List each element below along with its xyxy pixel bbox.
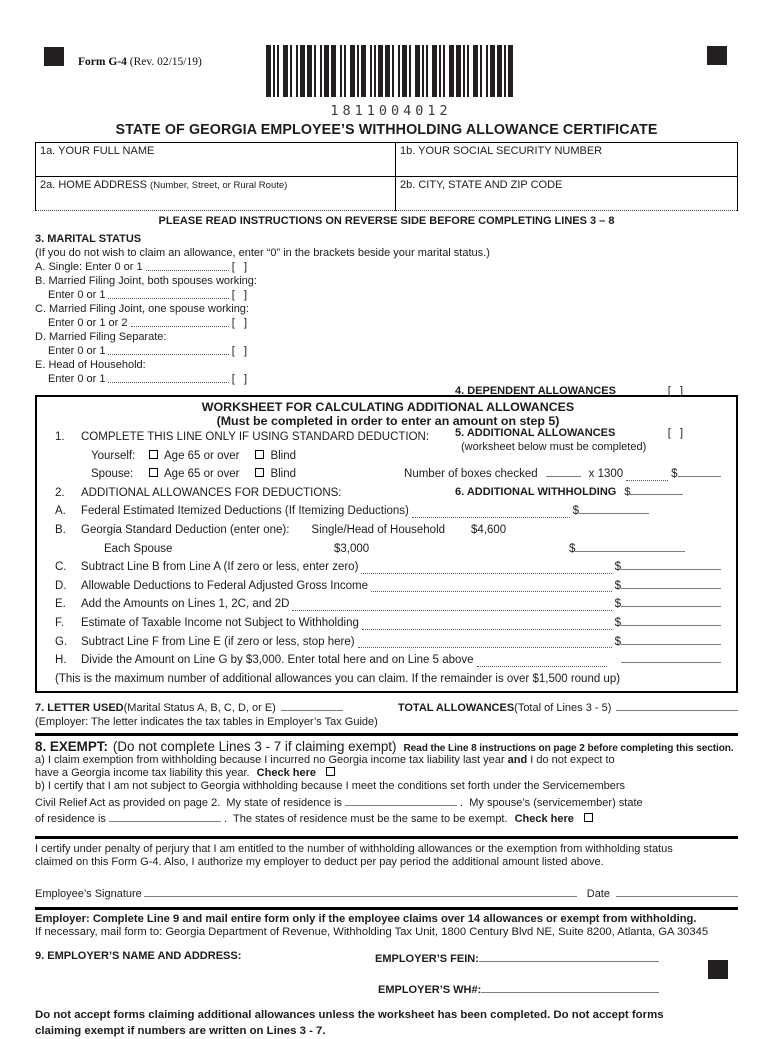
worksheet-row-f xyxy=(55,614,721,633)
worksheet-row-a xyxy=(55,502,721,521)
dollar-sign: $ xyxy=(615,558,621,577)
leader-dots xyxy=(371,591,612,592)
exempt-a-line-2 xyxy=(35,767,738,780)
total-allowances-label: TOTAL ALLOWANCES xyxy=(398,701,514,715)
exempt-b1-text: b) I certify that I am not subject to Georgia withholding because I meet the conditions set forth under the Servicemembers xyxy=(35,780,625,793)
form-id-number: Form G-4 xyxy=(78,56,127,68)
state-of-residence-field[interactable] xyxy=(345,794,457,806)
row-e-letter: E. xyxy=(55,595,81,614)
city-state-zip-cell[interactable] xyxy=(396,177,738,211)
spouse-state-of-residence-field[interactable] xyxy=(109,810,221,822)
yourself-blind-label: Blind xyxy=(270,447,296,466)
signature-row xyxy=(35,885,738,901)
marital-option-d-entry xyxy=(35,344,247,358)
row-g-letter: G. xyxy=(55,633,81,652)
exempt-b-line-1 xyxy=(35,780,738,793)
marital-option-c-bracket[interactable]: [ ] xyxy=(232,316,247,330)
form-id-rev: (Rev. 02/15/19) xyxy=(127,56,202,68)
form-id xyxy=(78,56,202,68)
worksheet-row-b xyxy=(55,521,721,540)
multiplier-label: x 1300 xyxy=(589,465,624,484)
additional-withholding-row xyxy=(455,483,683,498)
line-2-number: 2. xyxy=(55,484,81,503)
divider xyxy=(35,836,738,838)
worksheet-title: WORKSHEET FOR CALCULATING ADDITIONAL ALLOWANCES xyxy=(55,400,721,414)
employer-name-address-label: 9. EMPLOYER’S NAME AND ADDRESS: xyxy=(35,950,241,962)
row-a-amount-field[interactable] xyxy=(579,502,649,514)
identity-table xyxy=(35,142,738,211)
employer-fein-label: EMPLOYER’S FEIN: xyxy=(375,953,479,965)
ssn-label: 1b. YOUR SOCIAL SECURITY NUMBER xyxy=(400,145,602,157)
spouse-row xyxy=(55,465,721,484)
dollar-sign: $ xyxy=(615,595,621,614)
total-allowances-field[interactable] xyxy=(616,699,738,711)
row-f-amount-field[interactable] xyxy=(621,614,721,626)
yourself-age65-label: Age 65 or over xyxy=(164,447,239,466)
dollar-sign: $ xyxy=(624,486,630,498)
full-name-label: 1a. YOUR FULL NAME xyxy=(40,145,154,157)
row-d-amount-field[interactable] xyxy=(621,577,721,589)
marital-option-e-bracket[interactable]: [ ] xyxy=(232,372,247,386)
exempt-b-line-3 xyxy=(35,810,738,826)
row-b-single-label: Single/Head of Household xyxy=(311,521,445,540)
exempt-b2-text-post: . My spouse’s (servicemember) state xyxy=(457,797,643,810)
row-e-text: Add the Amounts on Lines 1, 2C, and 2D xyxy=(81,595,289,614)
line-1-text: COMPLETE THIS LINE ONLY IF USING STANDARD DEDUCTION: xyxy=(81,428,429,447)
row-h-text: Divide the Amount on Line G by $3,000. Enter total here and on Line 5 above xyxy=(81,651,474,670)
exempt-bold-note: Read the Line 8 instructions on page 2 before completing this section. xyxy=(403,743,733,754)
worksheet-row-g xyxy=(55,633,721,652)
exempt-section xyxy=(35,739,738,826)
checkbox-spouse-blind[interactable] xyxy=(255,468,264,477)
dollar-sign: $ xyxy=(615,614,621,633)
employer-wh-label: EMPLOYER’S WH#: xyxy=(378,984,481,996)
divider xyxy=(35,907,738,910)
marital-status-section xyxy=(35,232,738,386)
barcode-bars xyxy=(266,45,516,97)
row-c-amount-field[interactable] xyxy=(621,558,721,570)
leader-dots xyxy=(108,298,228,299)
exempt-a-line-1 xyxy=(35,754,738,767)
checkbox-yourself-blind[interactable] xyxy=(255,450,264,459)
exempt-heading-row xyxy=(35,739,738,754)
dollar-sign: $ xyxy=(615,577,621,596)
footer-warning xyxy=(35,1007,738,1039)
exempt-b-line-2 xyxy=(35,794,738,810)
exempt-a-text-post: I do not expect to xyxy=(527,754,614,767)
dependent-allowances-label: 4. DEPENDENT ALLOWANCES xyxy=(455,385,616,397)
employer-line-9 xyxy=(35,950,738,966)
worksheet-box xyxy=(35,395,738,693)
leader-dots xyxy=(146,270,229,271)
checkbox-spouse-age65[interactable] xyxy=(149,468,158,477)
marital-option-c-entry xyxy=(35,316,247,330)
employee-signature-field[interactable] xyxy=(144,885,577,897)
marital-option-c-label: C. Married Filing Joint, one spouse working: xyxy=(35,302,738,316)
letter-used-section xyxy=(35,699,738,729)
page-title: STATE OF GEORGIA EMPLOYEE’S WITHHOLDING ALLOWANCE CERTIFICATE xyxy=(35,122,738,138)
exempt-a-text-pre: a) I claim exemption from withholding because I incurred no Georgia income tax liability last year xyxy=(35,754,508,767)
line-2-text: ADDITIONAL ALLOWANCES FOR DEDUCTIONS: xyxy=(81,484,342,503)
row-b-text: Georgia Standard Deduction (enter one): xyxy=(81,521,289,540)
dollar-sign: $ xyxy=(569,540,575,559)
row-b-single-amount: $4,600 xyxy=(471,521,506,540)
date-label: Date xyxy=(587,887,610,901)
marital-option-d-label: D. Married Filing Separate: xyxy=(35,330,738,344)
leader-dots xyxy=(358,647,612,648)
checkbox-exempt-b[interactable] xyxy=(584,813,593,822)
worksheet-row-e xyxy=(55,595,721,614)
worksheet-row-c xyxy=(55,558,721,577)
row-h-letter: H. xyxy=(55,651,81,670)
marital-status-heading: 3. MARITAL STATUS xyxy=(35,232,738,246)
footer-warning-line-1: Do not accept forms claiming additional allowances unless the worksheet has been completed. Do not accept forms xyxy=(35,1007,738,1023)
row-e-amount-field[interactable] xyxy=(621,595,721,607)
letter-used-field[interactable] xyxy=(281,699,343,711)
footer-warning-line-2: claiming exempt if numbers are written on Lines 3 - 7. xyxy=(35,1023,738,1039)
yourself-label: Yourself: xyxy=(91,447,149,466)
city-state-zip-label: 2b. CITY, STATE AND ZIP CODE xyxy=(400,179,562,191)
row-b-amount-field[interactable] xyxy=(575,540,685,552)
letter-used-paren: (Marital Status A, B, C, D, or E) xyxy=(124,701,276,715)
exempt-a-and: and xyxy=(508,754,528,767)
letter-used-note: (Employer: The letter indicates the tax tables in Employer’s Tax Guide) xyxy=(35,715,738,729)
leader-dots xyxy=(477,666,607,667)
row-f-letter: F. xyxy=(55,614,81,633)
marital-option-d-bracket[interactable]: [ ] xyxy=(232,344,247,358)
exempt-a2-text: have a Georgia income tax liability this year. xyxy=(35,767,253,780)
registration-mark-top-right xyxy=(707,46,727,65)
leader-dots xyxy=(361,573,611,574)
ssn-cell[interactable] xyxy=(396,143,738,177)
row-g-amount-field[interactable] xyxy=(621,633,721,645)
marital-option-c-enter-label: Enter 0 or 1 or 2 xyxy=(48,316,128,330)
marital-option-a-label: A. Single: Enter 0 or 1 xyxy=(35,260,143,274)
row-f-text: Estimate of Taxable Income not Subject to Withholding xyxy=(81,614,359,633)
leader-dots xyxy=(412,517,570,518)
worksheet-row-d xyxy=(55,577,721,596)
exempt-paren: (Do not complete Lines 3 - 7 if claiming exempt) xyxy=(113,739,397,754)
spouse-blind-label: Blind xyxy=(270,465,296,484)
home-address-cell[interactable] xyxy=(36,177,396,211)
marital-option-b-enter-label: Enter 0 or 1 xyxy=(48,288,105,302)
total-allowances-paren: (Total of Lines 3 - 5) xyxy=(514,701,611,715)
employer-section xyxy=(35,913,738,1039)
row-h-amount-field[interactable] xyxy=(621,651,721,663)
leader-dots xyxy=(292,610,611,611)
worksheet-row-b2 xyxy=(55,540,721,559)
marital-option-b-bracket[interactable]: [ ] xyxy=(232,288,247,302)
additional-withholding-label: 6. ADDITIONAL WITHHOLDING xyxy=(455,486,616,498)
row-b-letter: B. xyxy=(55,521,81,540)
dependent-allowances-bracket[interactable]: [ ] xyxy=(668,385,683,397)
spouse-age65-label: Age 65 or over xyxy=(164,465,239,484)
exempt-b2-text-pre: Civil Relief Act as provided on page 2. My state of residence is xyxy=(35,797,345,810)
worksheet-subtitle: (Must be completed in order to enter an amount on step 5) xyxy=(55,414,721,428)
date-field[interactable] xyxy=(616,885,738,897)
full-name-cell[interactable] xyxy=(36,143,396,177)
exempt-b3-text-pre: of residence is xyxy=(35,813,109,826)
certification-line-1: I certify under penalty of perjury that I am entitled to the number of withholding allowances or the exemption from withholding status xyxy=(35,843,738,857)
row-c-letter: C. xyxy=(55,558,81,577)
row-b-spouse-amount: $3,000 xyxy=(334,540,517,559)
row-a-text: Federal Estimated Itemized Deductions (If Itemizing Deductions) xyxy=(81,502,409,521)
additional-allowances-bracket[interactable]: [ ] xyxy=(668,427,683,439)
exempt-b-check-here-label: Check here xyxy=(515,813,574,826)
marital-option-b-entry xyxy=(35,288,247,302)
marital-option-d-enter-label: Enter 0 or 1 xyxy=(48,344,105,358)
marital-status-lines xyxy=(35,260,738,386)
leader-dots xyxy=(108,382,228,383)
checkbox-yourself-age65[interactable] xyxy=(149,450,158,459)
boxes-checked-field[interactable] xyxy=(546,465,581,477)
checkbox-exempt-a[interactable] xyxy=(326,767,335,776)
marital-status-note: (If you do not wish to claim an allowance, enter “0” in the brackets beside your marital status.) xyxy=(35,246,738,260)
exempt-heading: 8. EXEMPT: xyxy=(35,739,108,754)
row-c-text: Subtract Line B from Line A (If zero or less, enter zero) xyxy=(81,558,358,577)
letter-used-label: 7. LETTER USED xyxy=(35,701,124,715)
certification-line-2: claimed on this Form G-4. Also, I authorize my employer to deduct per pay period the additional amount listed above. xyxy=(35,856,738,870)
row-b-spouse-label: Each Spouse xyxy=(104,540,334,559)
home-address-label: 2a. HOME ADDRESS xyxy=(40,179,150,191)
row-a-letter: A. xyxy=(55,502,81,521)
additional-withholding-field[interactable] xyxy=(630,483,683,495)
employer-bold-instruction: Employer: Complete Line 9 and mail entire form only if the employee claims over 14 allowances or exempt from withholding. xyxy=(35,913,738,927)
barcode xyxy=(263,45,519,119)
row-g-text: Subtract Line F from Line E (if zero or less, stop here) xyxy=(81,633,355,652)
row-d-letter: D. xyxy=(55,577,81,596)
employee-signature-label: Employee’s Signature xyxy=(35,887,142,901)
marital-option-e-label: E. Head of Household: xyxy=(35,358,738,372)
dollar-sign: $ xyxy=(615,633,621,652)
line-1-number: 1. xyxy=(55,428,81,447)
registration-mark-top-left xyxy=(44,47,64,66)
exempt-b3-text-post: . The states of residence must be the same to be exempt. xyxy=(221,813,511,826)
row-d-text: Allowable Deductions to Federal Adjusted Gross Income xyxy=(81,577,368,596)
additional-allowances-row xyxy=(455,427,683,439)
employer-fein-field[interactable] xyxy=(479,950,659,962)
additional-allowances-note: (worksheet below must be completed) xyxy=(461,441,689,453)
leader-dots xyxy=(108,354,228,355)
leader-dots xyxy=(362,629,612,630)
dollar-sign: $ xyxy=(671,465,677,484)
worksheet-row-h xyxy=(55,651,721,670)
employer-mail-instruction: If necessary, mail form to: Georgia Department of Revenue, Withholding Tax Unit, 1800 Century Blvd NE, Suite 8200, Atlanta, GA 30345 xyxy=(35,926,738,940)
dollar-sign: $ xyxy=(573,502,579,521)
certification-section xyxy=(35,843,738,901)
instructions-banner: PLEASE READ INSTRUCTIONS ON REVERSE SIDE BEFORE COMPLETING LINES 3 – 8 xyxy=(35,215,738,227)
spouse-label: Spouse: xyxy=(91,465,149,484)
boxes-checked-label: Number of boxes checked xyxy=(404,465,538,484)
leader-dots xyxy=(131,326,229,327)
dependent-allowances-row xyxy=(455,385,683,397)
marital-option-a-bracket[interactable]: [ ] xyxy=(232,260,247,274)
employer-wh-field[interactable] xyxy=(481,981,659,993)
exempt-a-check-here-label: Check here xyxy=(257,767,316,780)
marital-option-e-enter-label: Enter 0 or 1 xyxy=(48,372,105,386)
barcode-number: 1811004012 xyxy=(263,103,519,119)
marital-option-e-entry xyxy=(35,372,247,386)
home-address-sublabel: (Number, Street, or Rural Route) xyxy=(150,180,287,191)
marital-option-b-label: B. Married Filing Joint, both spouses working: xyxy=(35,274,738,288)
marital-option-a xyxy=(35,260,247,274)
worksheet-footnote: (This is the maximum number of additional allowances you can claim. If the remainder is over $1,500 round up) xyxy=(55,670,721,688)
line-1-amount-field[interactable] xyxy=(678,465,721,477)
employer-wh-row xyxy=(35,981,738,997)
additional-allowances-label: 5. ADDITIONAL ALLOWANCES xyxy=(455,427,615,439)
letter-used-row xyxy=(35,699,738,715)
divider xyxy=(35,733,738,736)
leader-dots xyxy=(626,480,668,481)
employer-fein-row xyxy=(375,950,659,965)
